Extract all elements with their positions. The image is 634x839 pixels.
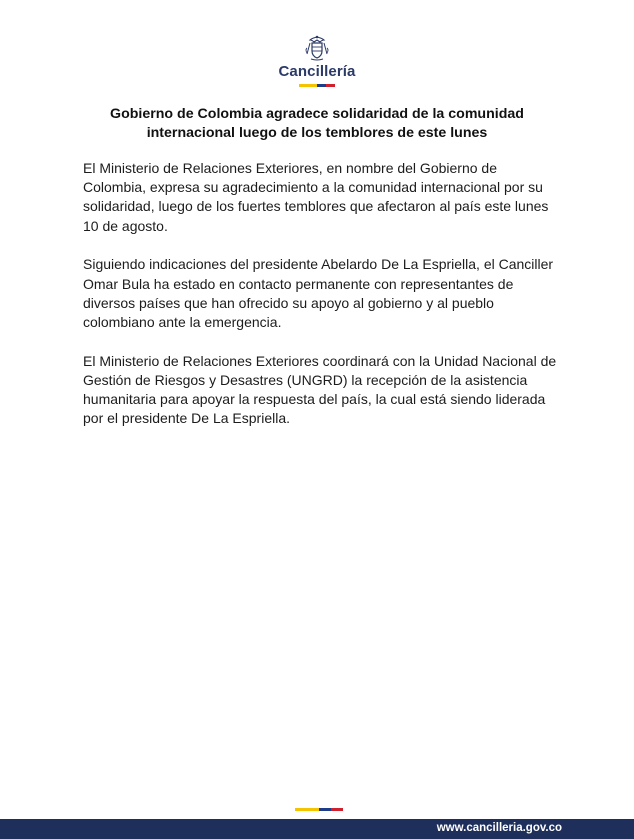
footer-bar <box>0 819 634 839</box>
document-title: Gobierno de Colombia agradece solidaridad de la comunidad internacional luego de los temblores de este lunes <box>110 106 524 141</box>
colombia-flag-bar <box>299 84 335 87</box>
letterhead <box>0 34 634 87</box>
paragraph: El Ministerio de Relaciones Exteriores coordinará con la Unidad Nacional de Gestión de Riesgos y Desastres (UNGRD) la recepción de la asistencia humanitaria para apoyar la respuesta del país, la cual está siendo liderada por el presidente De La Espriella. <box>83 352 557 427</box>
footer-flag-bar <box>295 808 343 811</box>
paragraph: Siguiendo indicaciones del presidente Abelardo De La Espriella, el Canciller Omar Bula ha estado en contacto permanente con representantes de diversos países que han ofrecido su apoyo al gobierno y al pueblo colombiano ante la emergencia. <box>83 256 554 330</box>
paragraph: El Ministerio de Relaciones Exteriores, en nombre del Gobierno de Colombia, expresa su agradecimiento a la comunidad internacional por su solidaridad, luego de los fuertes temblores que afectaron al país este lunes 10 de agosto. <box>83 160 549 234</box>
footer-website-link[interactable]: www.cancilleria.gov.co <box>436 822 562 834</box>
colombia-coat-of-arms-icon <box>304 34 330 62</box>
brand-name: Cancillería <box>278 63 356 80</box>
document-body <box>83 159 563 448</box>
